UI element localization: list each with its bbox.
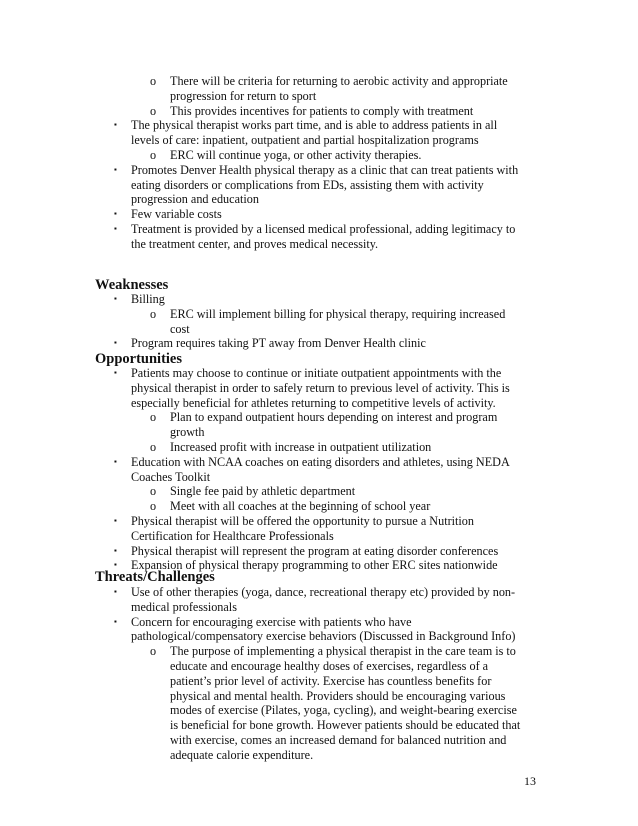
- item-text: Patients may choose to continue or initiate outpatient appointments with the physical therapist in order to safely return to previous level of activity. This is especially beneficial for athletes returning to competitive levels of activity.: [131, 366, 510, 410]
- bullet-item: [0, 118, 526, 148]
- sub-bullet-item: [0, 410, 526, 440]
- item-text: Concern for encouraging exercise with patients who have pathological/compensatory exercise behaviors (Discussed in Background Info): [131, 614, 516, 644]
- threats-list: [0, 585, 638, 763]
- item-text: Physical therapist will represent the program at eating disorder conferences: [131, 543, 499, 558]
- item-text: The purpose of implementing a physical therapist in the care team is to educate and encourage healthy doses of exercises, regardless of a patient’s prior level of activity. Exercise has countless benefits for physical and mental health. Providers should be encouraging various modes of exercise (Pilates, yoga, cycling), and weight-bearing exercise is beneficial for bone growth. However patients should be educated that with exercise, comes an increased demand for balanced nutrition and adequate calorie expenditure.: [170, 644, 521, 762]
- sub-bullet-item: [0, 644, 526, 762]
- circle-bullet-icon: o: [150, 439, 157, 454]
- square-bullet-icon: ▪: [114, 164, 117, 174]
- opportunities-heading: Opportunities: [95, 351, 183, 367]
- item-text: Use of other therapies (yoga, dance, recreational therapy etc) provided by non-medical professionals: [131, 585, 516, 614]
- bullet-item: [0, 585, 526, 615]
- square-bullet-icon: ▪: [114, 456, 117, 466]
- strengths-continued-list: [0, 74, 638, 252]
- sub-bullet-item: [0, 484, 526, 499]
- weaknesses-list: [0, 292, 638, 351]
- bullet-item: [0, 222, 526, 252]
- bullet-item: [0, 163, 526, 207]
- bullet-item: [0, 207, 526, 222]
- item-text: Education with NCAA coaches on eating disorders and athletes, using NEDA Coaches Toolkit: [131, 454, 510, 484]
- square-bullet-icon: ▪: [114, 120, 117, 130]
- sub-bullet-item: [0, 148, 526, 163]
- square-bullet-icon: ▪: [114, 616, 117, 626]
- circle-bullet-icon: o: [150, 74, 157, 88]
- bullet-item: [0, 366, 526, 410]
- item-text: Few variable costs: [131, 207, 222, 222]
- item-text: Single fee paid by athletic department: [170, 484, 356, 499]
- circle-bullet-icon: o: [150, 103, 157, 118]
- item-text: Treatment is provided by a licensed medical professional, adding legitimacy to the treatment center, and proves medical necessity.: [131, 221, 516, 251]
- square-bullet-icon: ▪: [114, 515, 117, 525]
- item-text: Increased profit with increase in outpatient utilization: [170, 439, 432, 454]
- item-text: Meet with all coaches at the beginning of school year: [170, 499, 431, 514]
- square-bullet-icon: ▪: [114, 545, 117, 555]
- circle-bullet-icon: o: [150, 410, 157, 425]
- square-bullet-icon: ▪: [114, 294, 117, 303]
- circle-bullet-icon: o: [150, 147, 157, 162]
- item-text: This provides incentives for patients to comply with treatment: [170, 103, 474, 118]
- threats-heading: Threats/Challenges: [95, 569, 215, 585]
- item-text: Billing: [131, 292, 165, 306]
- sub-bullet-item: [0, 74, 526, 104]
- item-text: ERC will continue yoga, or other activity therapies.: [170, 147, 422, 162]
- bullet-item: [0, 615, 526, 645]
- square-bullet-icon: ▪: [114, 223, 117, 233]
- item-text: Program requires taking PT away from Denver Health clinic: [131, 336, 426, 351]
- square-bullet-icon: ▪: [114, 560, 117, 570]
- item-text: The physical therapist works part time, and is able to address patients in all levels of care: inpatient, outpatient and partial hospitalization programs: [131, 118, 498, 148]
- sub-bullet-item: [0, 307, 526, 337]
- bullet-item: [0, 514, 526, 544]
- circle-bullet-icon: o: [150, 306, 157, 321]
- page-number: 13: [524, 774, 536, 788]
- square-bullet-icon: ▪: [114, 587, 117, 596]
- sub-bullet-item: [0, 440, 526, 455]
- circle-bullet-icon: o: [150, 499, 157, 514]
- circle-bullet-icon: o: [150, 644, 157, 659]
- weaknesses-heading: Weaknesses: [95, 277, 169, 293]
- square-bullet-icon: ▪: [114, 368, 117, 377]
- item-text: There will be criteria for returning to aerobic activity and appropriate progression for return to sport: [170, 74, 508, 103]
- item-text: Expansion of physical therapy programming to other ERC sites nationwide: [131, 558, 498, 573]
- item-text: Physical therapist will be offered the opportunity to pursue a Nutrition Certification for Healthcare Professionals: [131, 513, 474, 543]
- circle-bullet-icon: o: [150, 484, 157, 499]
- sub-bullet-item: [0, 499, 526, 514]
- square-bullet-icon: ▪: [114, 338, 117, 348]
- sub-bullet-item: [0, 104, 526, 119]
- item-text: ERC will implement billing for physical therapy, requiring increased cost: [170, 306, 506, 336]
- bullet-item: [0, 292, 526, 307]
- square-bullet-icon: ▪: [114, 209, 117, 219]
- bullet-item: [0, 558, 526, 573]
- bullet-item: [0, 455, 526, 485]
- item-text: Promotes Denver Health physical therapy as a clinic that can treat patients with eating disorders or complications from EDs, assisting them with activity progression and education: [131, 162, 519, 207]
- bullet-item: [0, 336, 526, 351]
- bullet-item: [0, 544, 526, 559]
- item-text: Plan to expand outpatient hours depending on interest and program growth: [170, 410, 498, 440]
- opportunities-list: [0, 366, 638, 573]
